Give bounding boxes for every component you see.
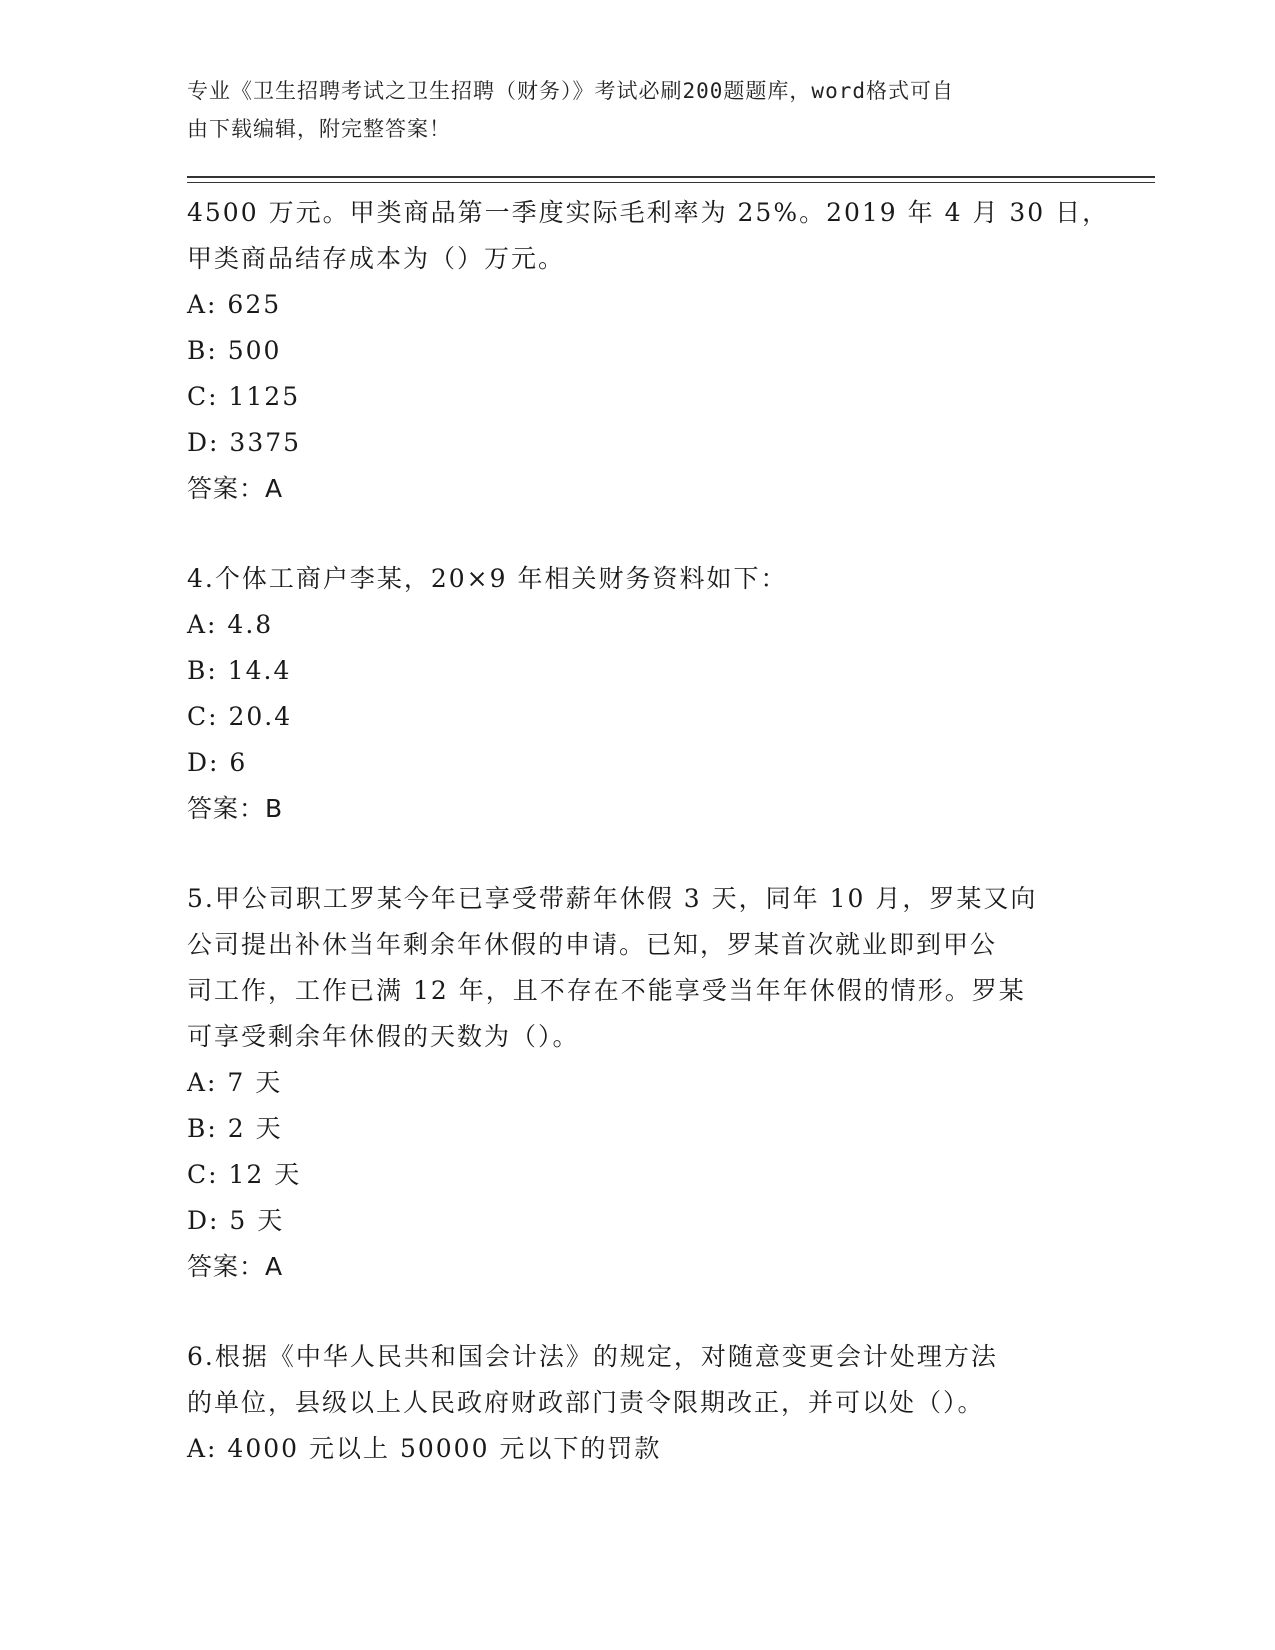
spacer xyxy=(187,1290,1087,1334)
option-a: A: 625 xyxy=(187,290,282,319)
question-text-line: 5.甲公司职工罗某今年已享受带薪年休假 3 天，同年 10 月，罗某又向 xyxy=(187,884,1038,913)
question-text-line: 司工作，工作已满 12 年，且不存在不能享受当年年休假的情形。罗某 xyxy=(187,976,1026,1005)
header-line-2: 由下载编辑，附完整答案！ xyxy=(187,117,451,141)
option-b: B: 500 xyxy=(187,336,282,365)
header-line-1: 专业《卫生招聘考试之卫生招聘（财务）》考试必刷200题题库，word格式可自 xyxy=(187,79,954,103)
question-text-line: 甲类商品结存成本为（）万元。 xyxy=(187,244,566,273)
option-b: B: 2 天 xyxy=(187,1114,283,1143)
option-c: C: 1125 xyxy=(187,382,301,411)
question-list xyxy=(187,190,1110,1472)
question-text-line: 4.个体工商户李某，20×9 年相关财务资料如下： xyxy=(187,564,788,593)
option-d: D: 6 xyxy=(187,748,248,777)
option-d: D: 3375 xyxy=(187,428,302,457)
option-a: A: 4.8 xyxy=(187,610,274,639)
question-4 xyxy=(187,556,1087,832)
question-text-line: 4500 万元。甲类商品第一季度实际毛利率为 25%。2019 年 4 月 30 日， xyxy=(187,198,1110,227)
answer-line: 答案：B xyxy=(187,794,284,823)
spacer xyxy=(187,832,1087,876)
answer-line: 答案：A xyxy=(187,1252,284,1281)
option-c: C: 12 天 xyxy=(187,1160,302,1189)
document-header xyxy=(187,72,1067,148)
answer-line: 答案：A xyxy=(187,474,284,503)
question-5 xyxy=(187,876,1087,1290)
header-divider-thin xyxy=(187,182,1155,183)
question-text-line: 6.根据《中华人民共和国会计法》的规定，对随意变更会计处理方法 xyxy=(187,1342,998,1371)
question-text-line: 的单位，县级以上人民政府财政部门责令限期改正，并可以处（）。 xyxy=(187,1388,985,1417)
question-text-line: 可享受剩余年休假的天数为（）。 xyxy=(187,1022,580,1051)
option-c: C: 20.4 xyxy=(187,702,293,731)
question-3 xyxy=(187,190,1110,512)
question-text-line: 公司提出补休当年剩余年休假的申请。已知，罗某首次就业即到甲公 xyxy=(187,930,998,959)
option-a: A: 7 天 xyxy=(187,1068,283,1097)
question-6 xyxy=(187,1334,1087,1472)
spacer xyxy=(187,512,1087,556)
option-a: A: 4000 元以上 50000 元以下的罚款 xyxy=(187,1434,662,1463)
header-divider-thick xyxy=(187,176,1155,178)
option-d: D: 5 天 xyxy=(187,1206,285,1235)
option-b: B: 14.4 xyxy=(187,656,292,685)
